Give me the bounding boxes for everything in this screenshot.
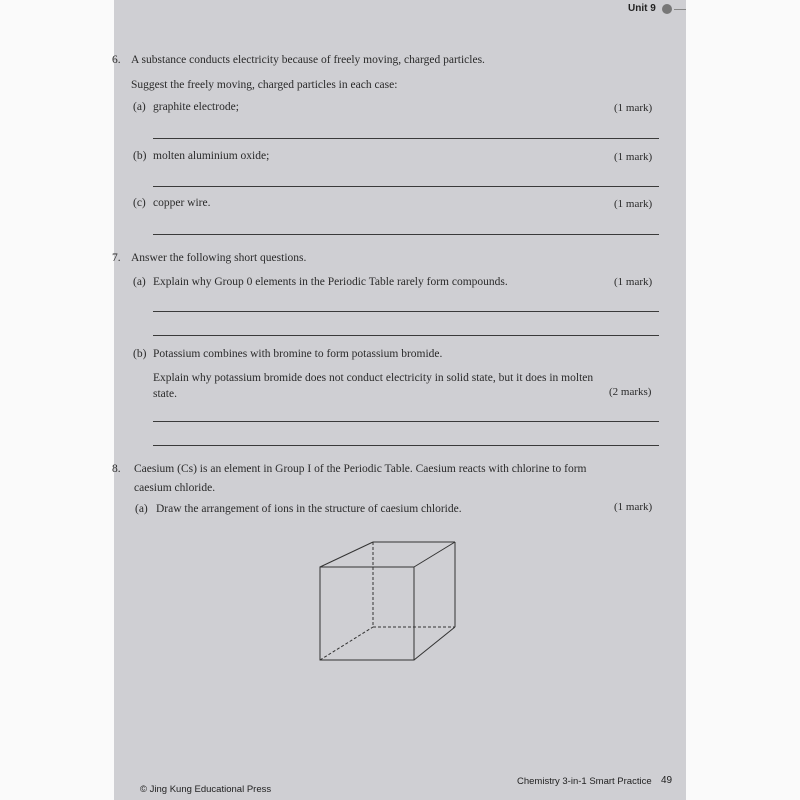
q7b-subquestion-line2: state.: [153, 388, 177, 400]
q6a-label: (a): [133, 101, 146, 113]
unit-label: Unit 9: [628, 3, 656, 14]
book-title: Chemistry 3-in-1 Smart Practice: [517, 776, 652, 787]
q6-instruction: Suggest the freely moving, charged particles in each case:: [131, 79, 398, 91]
q6b-answer-line[interactable]: [153, 186, 659, 187]
q8-stem-line1: Caesium (Cs) is an element in Group I of the Periodic Table. Caesium reacts with chlorine to form: [134, 463, 587, 475]
cube-front-face: [320, 567, 414, 660]
cube-bottom-left-hidden-connector: [320, 627, 373, 660]
q8a-marks: (1 mark): [614, 501, 653, 513]
publisher-credit: © Jing Kung Educational Press: [140, 784, 272, 795]
q6a-answer-line[interactable]: [153, 138, 659, 139]
q8a-label: (a): [135, 503, 148, 515]
q6a-text: graphite electrode;: [153, 101, 239, 113]
q7b-answer-line-2[interactable]: [153, 445, 659, 446]
q6b-label: (b): [133, 150, 147, 162]
q6c-text: copper wire.: [153, 197, 211, 209]
q6c-marks: (1 mark): [614, 198, 653, 210]
q8-stem-line2: caesium chloride.: [134, 482, 216, 494]
q7b-label: (b): [133, 348, 147, 360]
q7b-marks: (2 marks): [609, 386, 652, 398]
right-margin: [686, 0, 800, 800]
unit-rule: [674, 9, 686, 10]
cube-top-left-connector: [320, 542, 373, 567]
q6c-label: (c): [133, 197, 146, 209]
cube-top-right-connector: [414, 542, 455, 567]
q7b-subquestion-line1: Explain why potassium bromide does not conduct electricity in solid state, but it does in molten: [153, 372, 594, 384]
q6-stem: A substance conducts electricity because of freely moving, charged particles.: [131, 54, 485, 66]
q7a-label: (a): [133, 276, 146, 288]
cube-drawing[interactable]: [300, 530, 470, 670]
q6b-marks: (1 mark): [614, 151, 653, 163]
q7b-answer-line-1[interactable]: [153, 421, 659, 422]
q7a-answer-line-2[interactable]: [153, 335, 659, 336]
left-margin: [0, 0, 114, 800]
q7a-answer-line-1[interactable]: [153, 311, 659, 312]
q7-number: 7.: [112, 252, 121, 264]
q6c-answer-line[interactable]: [153, 234, 659, 235]
q6-number: 6.: [112, 54, 121, 66]
q7a-marks: (1 mark): [614, 276, 653, 288]
q6b-text: molten aluminium oxide;: [153, 150, 270, 162]
cube-bottom-right-connector: [414, 627, 455, 660]
worksheet-page: [114, 0, 686, 800]
q7a-text: Explain why Group 0 elements in the Periodic Table rarely form compounds.: [153, 276, 508, 288]
q8-number: 8.: [112, 463, 121, 475]
q7-stem: Answer the following short questions.: [131, 252, 307, 264]
q8a-text: Draw the arrangement of ions in the structure of caesium chloride.: [156, 503, 462, 515]
page-number: 49: [661, 775, 673, 786]
unit-bullet-icon: [662, 4, 672, 14]
q7b-text: Potassium combines with bromine to form potassium bromide.: [153, 348, 443, 360]
q6a-marks: (1 mark): [614, 102, 653, 114]
